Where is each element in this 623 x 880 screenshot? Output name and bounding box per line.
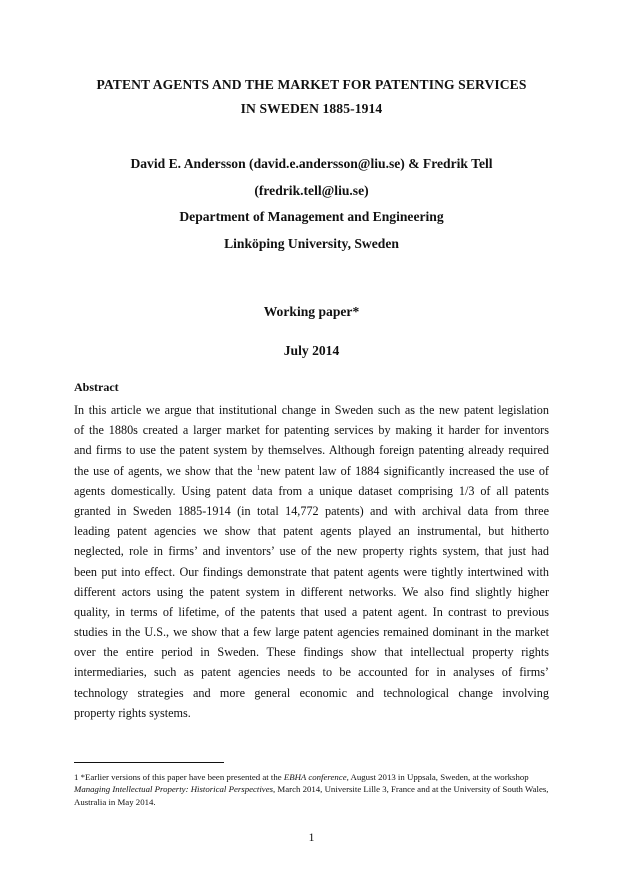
footnote-marker: 1 * [74,772,85,782]
footnote-divider [74,762,224,763]
title-line: IN SWEDEN 1885-1914 [240,101,383,116]
paper-title [40,73,583,121]
page-number: 1 [308,830,315,844]
footnote-workshop-name: Managing Intellectual Property: Historical Perspectives [74,784,274,795]
university-line: Linköping University, Sweden [224,235,399,251]
abstract-line: technology strategies and more general economic and technological change involving [74,685,549,700]
footnote-conference-name: EBHA conference, [283,772,349,782]
abstract-line: In this article we argue that institutional change in Sweden such as the new patent legislation [74,403,549,417]
abstract-line: and firms to use the patent system by themselves. Although foreign patenting already required [74,443,549,458]
abstract-line: studies in the U.S., we show that a few large patent agencies remained dominant in the market [74,625,549,640]
footnote-text: , March 2014, Universite Lille 3, France and at the University of South Wales, Australia in May 2014. [74,784,549,807]
abstract-line: property rights systems. [74,705,191,720]
footnote-text: Earlier versions of this paper have been presented at the [85,772,284,782]
footnote-text: August 2013 in Uppsala, Sweden, at the workshop [348,772,529,782]
authors-line: David E. Andersson (david.e.andersson@liu.se) & Fredrik Tell [130,156,493,171]
abstract-line [74,461,549,481]
abstract-line: of the 1880s created a larger market for patenting services by making it harder for inventors [74,423,549,438]
abstract-line: intermediaries, such as patent agencies needs to be accounted for in analyses of firms’ [74,665,549,680]
abstract-heading: Abstract [74,380,119,394]
abstract-line: over the entire period in Sweden. These findings show that intellectual property rights [74,645,549,660]
abstract-line: granted in Sweden 1885-1914 (in total 14,772 patents) and with archival data from three [74,503,549,518]
author-block [30,151,593,257]
abstract-line: been put into effect. Our findings demonstrate that patent agents were tightly intertwined with [74,564,549,579]
abstract-line-part: new patent law of 1884 significantly increased the use of [260,463,549,478]
paper-date: July 2014 [283,343,340,358]
footnote-reference: 1 [256,463,261,472]
abstract-line: agents domestically. Using patent data from a unique dataset comprising 1/3 of all patents [74,483,549,498]
abstract-line: neglected, role in firms’ and inventors’ use of the new property rights system, that just had [74,544,549,559]
abstract-line: different actors using the patent system in different networks. We also find slightly higher [74,584,549,599]
department-line: Department of Management and Engineering [179,209,444,224]
working-paper-label: Working paper* [263,304,360,319]
title-line: PATENT AGENTS AND THE MARKET FOR PATENTING SERVICES [96,77,527,92]
author-email-line: (fredrik.tell@liu.se) [254,182,369,198]
abstract-line: leading patent agencies we show that patent agents played an instrumental, but hitherto [74,524,549,539]
footnote [74,771,550,808]
abstract-line: quality, in terms of lifetime, of the patents that used a patent agent. In contrast to previous [74,604,549,619]
abstract-line-part: the use of agents, we show that the [74,463,257,478]
abstract-body [74,400,549,723]
